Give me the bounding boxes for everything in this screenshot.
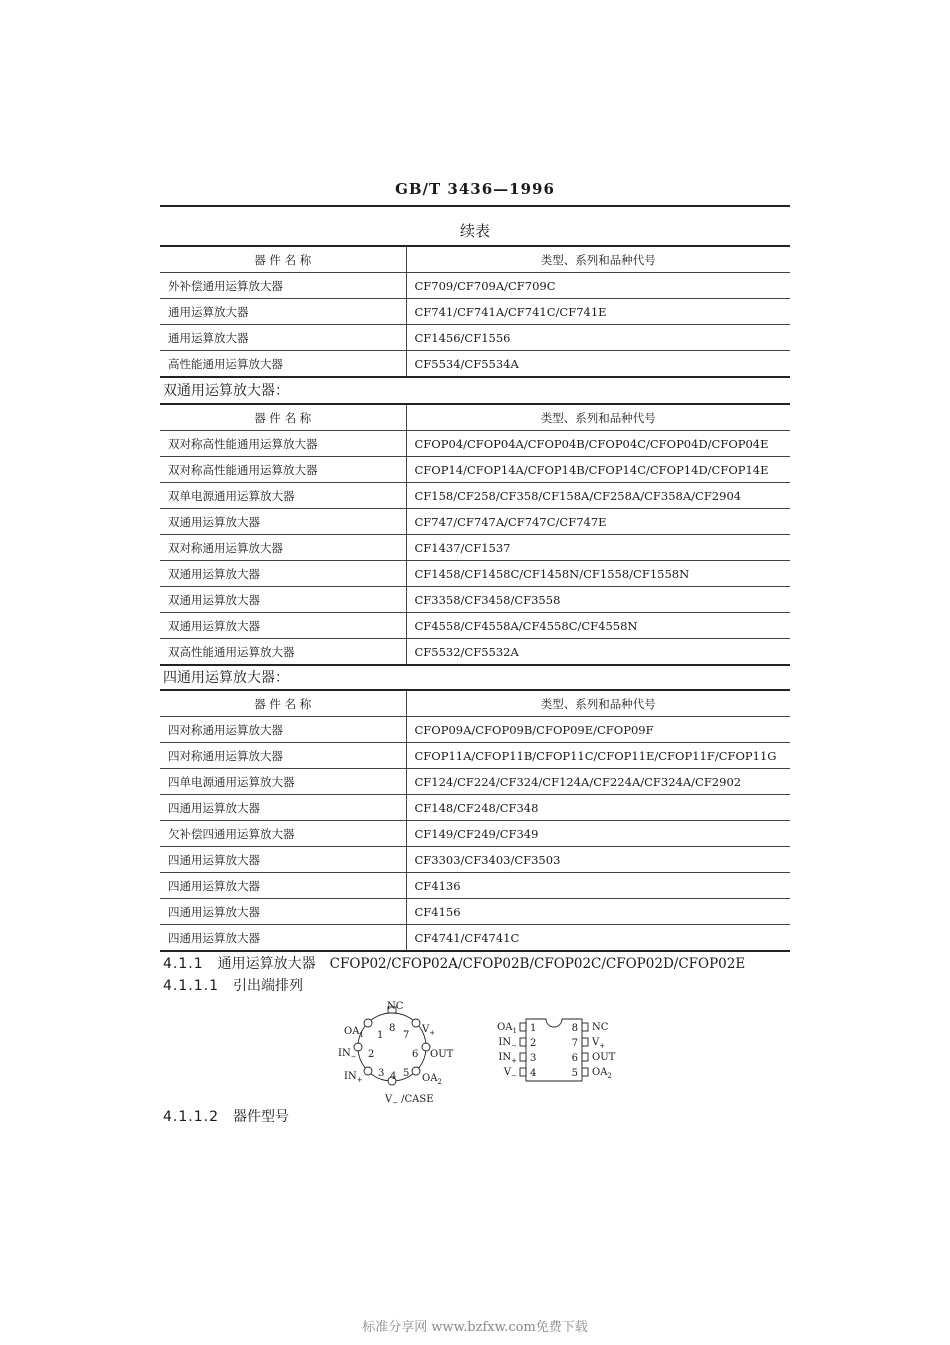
table-row [160, 769, 790, 795]
type-code-cell: CF158/CF258/CF358/CF158A/CF258A/CF358A/CF2904 [406, 483, 790, 509]
clause-number: 4.1.1.2 [163, 1109, 219, 1125]
pin-number: 7 [403, 1030, 410, 1041]
device-name-cell: 四对称通用运算放大器 [160, 717, 406, 743]
type-code-cell: CF148/CF248/CF348 [406, 795, 790, 821]
type-code-cell: CFOP11A/CFOP11B/CFOP11C/CFOP11E/CFOP11F/CFOP11G [406, 743, 790, 769]
table-row [160, 535, 790, 561]
pin-label [498, 1052, 517, 1065]
clause-4-1-1-1 [163, 975, 303, 995]
device-name-cell: 外补偿通用运算放大器 [160, 273, 406, 299]
pin-number: 8 [571, 1023, 578, 1034]
device-name-cell: 欠补偿四通用运算放大器 [160, 821, 406, 847]
pin-label-subscript: 2 [607, 1072, 612, 1080]
type-code-cell: CF747/CF747A/CF747C/CF747E [406, 509, 790, 535]
pin-label [430, 1049, 454, 1060]
pin-label-text: V [503, 1067, 512, 1078]
pin-label [498, 1037, 517, 1050]
type-code-cell: CFOP14/CFOP14A/CFOP14B/CFOP14C/CFOP14D/CFOP14E [406, 457, 790, 483]
pin-label-text: OA [344, 1026, 360, 1037]
pin-label-subscript: + [511, 1057, 517, 1065]
pin-lead [412, 1019, 420, 1027]
device-name-cell: 双单电源通用运算放大器 [160, 483, 406, 509]
pin-lead [520, 1068, 526, 1076]
type-code-cell: CF5532/CF5532A [406, 639, 790, 666]
table-row [160, 821, 790, 847]
type-code-cell: CF4558/CF4558A/CF4558C/CF4558N [406, 613, 790, 639]
device-name-cell: 四通用运算放大器 [160, 899, 406, 925]
pin-number: 1 [530, 1023, 537, 1034]
pin-lead [582, 1038, 588, 1046]
type-code-cell: CF124/CF224/CF324/CF124A/CF224A/CF324A/CF2902 [406, 769, 790, 795]
pin-label-subscript: − [350, 1053, 357, 1061]
pin-number: 7 [571, 1038, 578, 1049]
pin-label-text: IN [498, 1037, 512, 1048]
group-label-dual: 双通用运算放大器： [163, 383, 289, 399]
pin-lead [582, 1068, 588, 1076]
standard-code-header: GB/T 3436—1996 [395, 180, 555, 198]
table-row [160, 457, 790, 483]
pin-label-subscript: 2 [437, 1078, 442, 1086]
table-header-row [160, 246, 790, 273]
type-code-cell: CF4136 [406, 873, 790, 899]
table-row [160, 847, 790, 873]
clause-4-1-1 [163, 953, 745, 973]
type-code-cell: CF709/CF709A/CF709C [406, 273, 790, 299]
col-header-device-name: 器 件 名 称 [160, 690, 406, 717]
device-name-cell: 通用运算放大器 [160, 325, 406, 351]
table-row [160, 273, 790, 299]
table-row [160, 717, 790, 743]
table-row [160, 561, 790, 587]
pin-lead [520, 1053, 526, 1061]
pin-number: 2 [368, 1049, 375, 1060]
pin-lead [422, 1043, 430, 1051]
col-header-type-code: 类型、系列和品种代号 [406, 690, 790, 717]
clause-title: 引出端排列 [232, 978, 303, 994]
type-code-cell: CF1458/CF1458C/CF1458N/CF1558/CF1558N [406, 561, 790, 587]
pin-label-text: IN [498, 1052, 512, 1063]
pin-label-text: OA [592, 1067, 608, 1078]
type-code-cell: CF3303/CF3403/CF3503 [406, 847, 790, 873]
pin-label [338, 1048, 357, 1061]
pin-label-text: V [592, 1037, 600, 1048]
pin-label-text: OUT [592, 1052, 616, 1063]
table-row [160, 873, 790, 899]
device-name-cell: 四对称通用运算放大器 [160, 743, 406, 769]
table-header-row [160, 690, 790, 717]
pin-lead [520, 1023, 526, 1031]
pin-label-text: IN [344, 1071, 357, 1082]
device-name-cell: 四通用运算放大器 [160, 847, 406, 873]
pin-label-subscript: − [511, 1072, 517, 1080]
clause-number: 4.1.1 [163, 956, 204, 972]
table-row [160, 743, 790, 769]
type-code-cell: CF4741/CF4741C [406, 925, 790, 952]
pin-label [592, 1052, 616, 1063]
table-row [160, 925, 790, 952]
pin-number: 3 [378, 1068, 385, 1079]
device-name-cell: 高性能通用运算放大器 [160, 351, 406, 378]
pin-label-subscript: + [429, 1029, 436, 1037]
device-name-cell: 四通用运算放大器 [160, 925, 406, 952]
device-name-cell: 双高性能通用运算放大器 [160, 639, 406, 666]
pin-label [344, 1071, 363, 1084]
type-code-cell: CF3358/CF3458/CF3558 [406, 587, 790, 613]
pin-label-subscript: − [511, 1042, 517, 1050]
type-code-cell: CF5534/CF5534A [406, 351, 790, 378]
pin-lead [364, 1019, 372, 1027]
pin-number: 6 [412, 1049, 419, 1060]
pin-label-text: NC [592, 1022, 609, 1033]
table-row [160, 483, 790, 509]
table-row [160, 509, 790, 535]
device-name-cell: 双通用运算放大器 [160, 587, 406, 613]
pinout-round-package [330, 995, 470, 1107]
device-name-cell: 通用运算放大器 [160, 299, 406, 325]
type-code-cell: CF1456/CF1556 [406, 325, 790, 351]
pin-number: 1 [377, 1030, 384, 1041]
pin-lead [354, 1043, 362, 1051]
pinout-dip-package [488, 1015, 638, 1087]
pin-label-subscript: + [356, 1076, 363, 1084]
clause-title: 器件型号 [232, 1109, 289, 1125]
pin-lead [582, 1023, 588, 1031]
device-name-cell: 双通用运算放大器 [160, 509, 406, 535]
pin-label-text: OA [497, 1022, 513, 1033]
pin-label-subscript: 1 [512, 1027, 517, 1035]
pin-label-text: NC [387, 1001, 404, 1012]
type-code-cell: CFOP04/CFOP04A/CFOP04B/CFOP04C/CFOP04D/CFOP04E [406, 431, 790, 457]
pin-number: 5 [571, 1068, 578, 1079]
pin-label [497, 1022, 517, 1035]
pin-label [387, 1001, 404, 1012]
table-row [160, 613, 790, 639]
device-name-cell: 四通用运算放大器 [160, 795, 406, 821]
clause-title: 通用运算放大器 [217, 956, 316, 972]
device-name-cell: 双对称通用运算放大器 [160, 535, 406, 561]
device-name-cell: 双对称高性能通用运算放大器 [160, 431, 406, 457]
table-caption: 续表 [459, 222, 490, 240]
footer-watermark: 标准分享网 www.bzfxw.com免费下载 [362, 1320, 588, 1335]
type-code-cell: CF1437/CF1537 [406, 535, 790, 561]
pin-lead [582, 1053, 588, 1061]
col-header-device-name: 器 件 名 称 [160, 246, 406, 273]
pin-label-subscript: 1 [359, 1031, 364, 1039]
pin-label [592, 1067, 612, 1080]
pin-label-text: V [385, 1094, 393, 1105]
table-row [160, 795, 790, 821]
clause-4-1-1-2 [163, 1106, 289, 1126]
header-rule [160, 205, 790, 207]
clause-number: 4.1.1.1 [163, 978, 219, 994]
col-header-device-name: 器 件 名 称 [160, 404, 406, 431]
pin-label-text: V [422, 1024, 430, 1035]
table-row [160, 899, 790, 925]
pin-label [592, 1022, 609, 1033]
pin-label-text: OA [422, 1073, 438, 1084]
type-code-cell: CF741/CF741A/CF741C/CF741E [406, 299, 790, 325]
device-name-cell: 四单电源通用运算放大器 [160, 769, 406, 795]
pin-label [344, 1026, 364, 1039]
table-dual-op-amps [160, 403, 790, 666]
col-header-type-code: 类型、系列和品种代号 [406, 246, 790, 273]
table-header-row [160, 404, 790, 431]
table-quad-op-amps [160, 689, 790, 952]
pin-label [421, 1024, 435, 1037]
type-code-cell: CF149/CF249/CF349 [406, 821, 790, 847]
table-continued [160, 245, 790, 378]
pin-number: 5 [403, 1068, 410, 1079]
table-row [160, 325, 790, 351]
device-name-cell: 双通用运算放大器 [160, 613, 406, 639]
table-row [160, 639, 790, 666]
pin-label-text: OUT [430, 1049, 454, 1060]
device-name-cell: 四通用运算放大器 [160, 873, 406, 899]
pin-number: 6 [571, 1053, 578, 1064]
pin-lead [364, 1067, 372, 1075]
device-name-cell: 双对称高性能通用运算放大器 [160, 457, 406, 483]
pin-lead [520, 1038, 526, 1046]
pin-label [384, 1094, 434, 1107]
col-header-type-code: 类型、系列和品种代号 [406, 404, 790, 431]
pin-label-suffix: /CASE [401, 1094, 434, 1105]
pin-label [422, 1073, 442, 1086]
table-row [160, 587, 790, 613]
clause-models: CFOP02/CFOP02A/CFOP02B/CFOP02C/CFOP02D/CFOP02E [329, 956, 746, 972]
group-label-quad: 四通用运算放大器： [163, 670, 289, 686]
pin-label-text: IN [338, 1048, 351, 1059]
pin-label [503, 1067, 517, 1080]
type-code-cell: CFOP09A/CFOP09B/CFOP09E/CFOP09F [406, 717, 790, 743]
table-row [160, 431, 790, 457]
pin-number: 3 [530, 1053, 537, 1064]
pin-number: 2 [530, 1038, 537, 1049]
pin-label-subscript: − [392, 1099, 399, 1107]
pin-label [591, 1037, 605, 1050]
pin-lead [412, 1067, 420, 1075]
pin-number: 8 [389, 1023, 396, 1034]
pin-label-subscript: + [599, 1042, 606, 1050]
table-row [160, 351, 790, 378]
table-row [160, 299, 790, 325]
device-name-cell: 双通用运算放大器 [160, 561, 406, 587]
type-code-cell: CF4156 [406, 899, 790, 925]
pin-number: 4 [390, 1071, 397, 1082]
pin-number: 4 [530, 1068, 537, 1079]
